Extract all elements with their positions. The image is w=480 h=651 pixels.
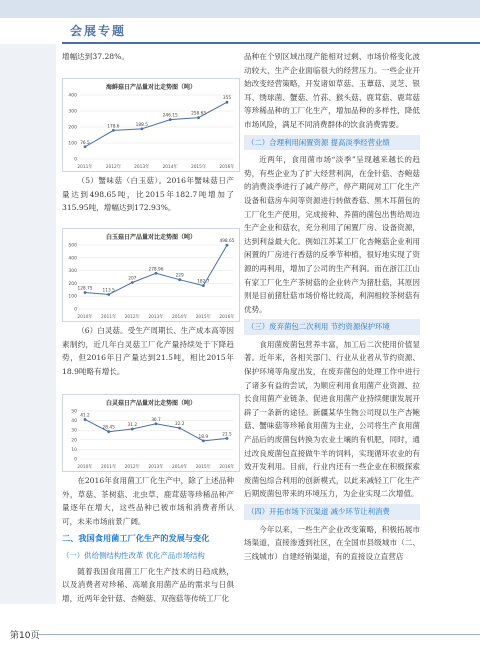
x-tick-label: 2011年 [77, 165, 93, 170]
x-tick-label: 2010年 [77, 465, 93, 470]
data-label: 18.9 [198, 434, 209, 440]
data-point [202, 284, 205, 287]
y-tick-label: 0 [74, 307, 77, 313]
section6-text: （6）白灵菇。受生产周期长、生产成本高等因素制约，近几年白灵菇工厂化产量持续处于下降趋势，但2016年日产量达到21.5吨，相比2015年18.9吨略有增长。 [62, 326, 234, 376]
subheading-2: （二）合理利用闲置资源 提高淡季经营业绩 [244, 135, 420, 151]
data-label: 355 [222, 96, 232, 102]
section5-text: （5）蟹味菇（白玉菇）。2016年蟹味菇日产量达到498.65吨，比2015年182.7吨增加了315.95吨，增幅达到172.93%。 [62, 176, 234, 213]
x-tick-label: 2011年 [101, 315, 117, 320]
header-band [0, 0, 480, 18]
right-para-2: 近两年，食用菌市场“淡季”呈现越来越长的趋势，有些企业为了扩大经营利润，在金针菇、杏鲍菇的消费淡季进行了减产停产，停产期间对工厂化生产设备和菇房车间等资源进行转做香菇、黑木耳菌包的工厂化生产使用，完成接种、养菌的菌包出售给周边生产企业和菇农，充分利用了闲置厂房、设备资源，达到利益最大化。例如江苏某工厂化杏鲍菇企业利用闲置的厂房进行香菇的反季节种植，很好地实现了资源的再利用，增加了公司的生产利润。而在浙江江山有家工厂化生产茶树菇的企业转产为猪肚菇，其原因则是目前猪肚菇市场价格比较高，利润相较茶树菇有优势。 [244, 155, 420, 314]
y-tick-label: 10 [71, 447, 77, 453]
chart-3-svg [63, 395, 239, 471]
footer-rule [38, 634, 480, 635]
right-para-1: 品种在个别区域出现产能相对过剩、市场价格变化波动较大，生产企业面临很大的经营压力。一些企业开始改变经营策略，开发诸如草菇、玉蕈菇、灵芝、银耳、绣球菌、蟹菇、竹荪、猴头菇、鹿茸菇、鹿茸菇等珍稀品种的工厂化生产，增加品种的多样性，降低市场风险，满足不同消费群体的饮食消费需要。 [244, 52, 420, 129]
y-tick-label: 0 [74, 457, 77, 463]
x-tick-label: 2012年 [124, 465, 140, 470]
x-tick-label: 2010年 [77, 315, 93, 320]
subheading-1: （一）供给侧结构性改革 优化产品市场结构 [62, 550, 205, 560]
chart-1 [62, 78, 240, 172]
data-label: 76.5 [80, 140, 90, 146]
left-column-bottom [62, 474, 234, 605]
chart-2 [62, 228, 240, 322]
x-tick-label: 2013年 [148, 465, 164, 470]
data-point [226, 244, 229, 247]
data-label: 182.7 [197, 279, 210, 285]
page-number: 第10页 [10, 631, 40, 641]
data-label: 28.45 [102, 425, 115, 431]
data-point [107, 430, 110, 433]
x-tick-label: 2015年 [195, 465, 211, 470]
right-column [244, 50, 420, 563]
x-tick-label: 2014年 [172, 315, 188, 320]
x-tick-label: 2014年 [172, 465, 188, 470]
y-tick-label: 20 [71, 438, 77, 444]
chart-title: 海鲜菇日产品量对比走势图（吨） [105, 84, 197, 91]
header-rule [62, 42, 480, 44]
x-tick-label: 2015年 [195, 315, 211, 320]
x-tick-label: 2013年 [134, 165, 150, 170]
y-tick-label: 30 [71, 428, 77, 434]
data-point [84, 291, 87, 294]
x-tick-label: 2013年 [148, 315, 164, 320]
x-tick-label: 2011年 [101, 465, 117, 470]
data-point [140, 127, 143, 130]
data-point [155, 422, 158, 425]
data-point [155, 272, 158, 275]
chart-title: 白灵菇日产品量对比走势图（吨） [105, 400, 197, 407]
chart-2-svg [63, 229, 239, 321]
y-tick-label: 300 [68, 109, 77, 115]
data-point [131, 428, 134, 431]
section-title: 会展专题 [70, 24, 127, 38]
data-label: 258.65 [191, 111, 207, 117]
data-point [226, 437, 229, 440]
y-tick-label: 500 [68, 243, 77, 249]
chart-1-svg [63, 79, 239, 171]
data-point [178, 427, 181, 430]
main-heading: 二、我国食用菌工厂化生产的发展与变化 [62, 533, 210, 544]
y-tick-label: 100 [68, 141, 77, 147]
data-point [107, 293, 110, 296]
data-label: 128.75 [77, 286, 93, 292]
y-tick-label: 0 [74, 157, 77, 163]
data-label: 207 [128, 276, 137, 282]
intro-text: 增幅达到37.28%。 [62, 52, 129, 61]
data-point [197, 116, 200, 119]
data-label: 246.15 [162, 113, 178, 119]
y-tick-label: 40 [71, 419, 77, 425]
data-point [84, 418, 87, 421]
y-tick-label: 400 [68, 256, 77, 262]
subheading-4: （四）开拓市场下沉渠道 减少环节让利消费 [244, 504, 420, 520]
data-point [112, 129, 115, 132]
y-tick-label: 300 [68, 269, 77, 275]
data-point [84, 145, 87, 148]
x-tick-label: 2016年 [219, 165, 235, 170]
data-point [131, 281, 134, 284]
data-label: 21.5 [222, 432, 232, 438]
left-column [62, 50, 232, 64]
para-after-charts: 在2016年食用菌工厂化生产中，除了上述品种外，草菇、茶树菇、北虫草、鹿茸菇等珍稀品种产量逐年在增大，这些品种已被市场和消费者所认可，未来市场前景广阔。 [62, 476, 234, 526]
chart-3 [62, 394, 240, 472]
data-label: 188.5 [135, 122, 148, 128]
left-column-section6 [62, 324, 234, 378]
data-point [178, 278, 181, 281]
page-header [0, 0, 480, 44]
data-label: 278.96 [148, 267, 164, 273]
y-tick-label: 400 [68, 93, 77, 99]
data-label: 36.7 [151, 417, 161, 423]
left-margin-band [0, 44, 56, 604]
y-tick-label: 200 [68, 281, 77, 287]
data-point [169, 118, 172, 121]
data-label: 32.2 [174, 422, 185, 428]
x-tick-label: 2014年 [162, 165, 178, 170]
right-para-3: 食用菌废菌包营养丰富，加工后二次使用价值显著。近年来，各相关部门、行业从业者从节约资源、保护环境等角度出发，在废弃菌包的处理工作中进行了诸多有益的尝试，为顺应利用食用菌产业资源、拉长食用菌产业链条、促进食用菌产业持续健康发展开辟了一条新的途径。新疆某华生物公司现以生产杏鲍菇、蟹味菇等珍稀食用菌为主业，公司将生产食用菌产品后的废菌包转换为农业土壤的有机肥，同时，通过改良废菌包直接做牛羊的饲料，实现循环农业的有效开发利用。目前，行业内还有一些企业在积极探索废菌包综合利用的创新模式，以此来减轻工厂化生产后期废菌包带来的环境压力，为企业实现二次增值。 [244, 339, 420, 499]
left-column-section5 [62, 174, 234, 215]
x-tick-label: 2015年 [190, 165, 207, 170]
y-tick-label: 50 [71, 409, 77, 415]
data-label: 498.65 [219, 239, 235, 245]
x-tick-label: 2012年 [105, 165, 122, 170]
data-point [202, 439, 205, 442]
data-label: 178.6 [107, 124, 120, 130]
x-tick-label: 2016年 [219, 465, 235, 470]
data-point [226, 101, 229, 104]
data-label: 229 [175, 273, 184, 279]
sub1-paragraph: 随着我国食用菌工厂化生产技术的日趋成熟，以及消费者对珍稀、高端食用菌产品的需求与日俱增，近两年金针菇、杏鲍菇、双孢菇等传统工厂化 [62, 566, 234, 603]
subheading-3: （三）废弃菌包二次利用 节约资源保护环境 [244, 319, 420, 335]
data-label: 41.2 [80, 413, 90, 419]
y-tick-label: 100 [68, 294, 77, 300]
data-label: 31.2 [127, 423, 138, 429]
x-tick-label: 2012年 [124, 315, 140, 320]
data-label: 113.5 [102, 288, 115, 294]
y-tick-label: 200 [68, 125, 77, 131]
right-para-4: 今年以来，一些生产企业改变策略，积极拓展市场渠道，直接渗透到社区，在全国市县级城市（二、三线城市）自建经销渠道，有的直接设立直营店 [244, 524, 420, 561]
x-tick-label: 2016年 [219, 315, 235, 320]
chart-title: 白玉菇日产品量对比走势图（吨） [105, 234, 197, 241]
